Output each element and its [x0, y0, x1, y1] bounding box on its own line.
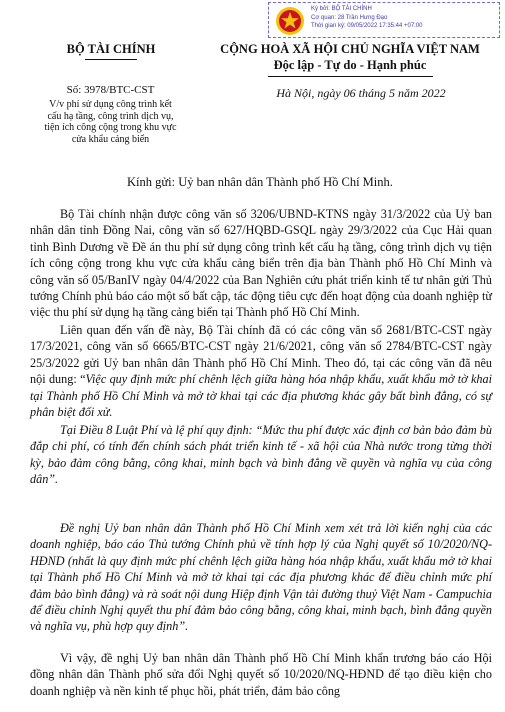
- body-paragraph-4: Đề nghị Uỷ ban nhân dân Thành phố Hồ Chí Minh xem xét trả lời kiến nghị của các doanh nghiệp, báo cáo Thủ tướng Chính phủ về tính hợp lý của Nghị quyết số 10/2020/NQ-HĐND (nhất là quy định mức phí chênh lệch giữa hàng hóa nhập khẩu, xuất khẩu mở tờ khai tại Thành phố Hồ Chí Minh và mở tờ khai tại các địa phương khác để điều chỉnh mức phí đảm bảo bình đẳng) và rà soát nội dung Hiệp định Vận tải đường thuỷ Việt Nam - Campuchia để điều chỉnh Nghị quyết thu phí đảm bảo công bằng, công khai, minh bạch, bình đẳng quyền và nghĩa vụ, phù hợp quy định”.: [30, 521, 492, 634]
- place-and-date: Hà Nội, ngày 06 tháng 5 năm 2022: [276, 86, 446, 100]
- signature-agency: Cơ quan: 28 Trần Hưng Đạo: [311, 14, 388, 21]
- document-number: Số: 3978/BTC-CST: [66, 84, 155, 96]
- subject-line: V/v phí sử dụng công trình kết: [49, 99, 172, 110]
- issuing-ministry: BỘ TÀI CHÍNH: [66, 42, 156, 56]
- national-motto: Độc lập - Tự do - Hạnh phúc: [273, 58, 427, 72]
- body-paragraph-5: Vì vậy, đề nghị Uỷ ban nhân dân Thành phố Hồ Chí Minh khẩn trương báo cáo Hội đồng nhân dân Thành phố sửa đổi Nghị quyết số 10/2020/NQ-HĐND để tạo điều kiện cho doanh nghiệp và nền kinh tế phục hồi, phát triển, đảm bảo công: [30, 651, 492, 698]
- ministry-underline: [85, 59, 137, 60]
- document-subject: [38, 99, 183, 145]
- digital-signature-stamp: [268, 2, 500, 38]
- national-title: CỘNG HOÀ XÃ HỘI CHỦ NGHĨA VIỆT NAM: [220, 42, 480, 56]
- signature-time: Thời gian ký: 09/05/2022 17:35:44 +07:00: [311, 23, 423, 29]
- signature-signer: Ký bởi: BỘ TÀI CHÍNH: [311, 6, 372, 12]
- state-emblem-icon: [275, 6, 305, 36]
- subject-line: cửa khẩu cảng biển: [71, 133, 150, 145]
- body-paragraph-1: Bộ Tài chính nhận được công văn số 3206/UBND-KTNS ngày 31/3/2022 của Uỷ ban nhân dân tỉnh Đồng Nai, công văn số 627/HQBD-GSQL ngày 29/3/2022 của Cục Hải quan tỉnh Bình Dương về Đề án thu phí sử dụng công trình kết cấu hạ tầng, công trình dịch vụ tiện ích công cộng trong khu vực cửa khẩu cảng biển trên địa bàn Thành phố Hồ Chí Minh và công văn số 05/BanIV ngày 04/4/2022 của Ban Nghiên cứu phát triển kinh tế tư nhân gửi Thủ tướng Chính phủ báo cáo một số bất cập, tác động tiêu cực đến hoạt động của doanh nghiệp từ việc thu phí sử dụng hạ tầng cảng biển tại Thành phố Hồ Chí Minh.: [30, 207, 492, 320]
- subject-line: tiện ích công cộng trong khu vực: [44, 122, 177, 133]
- paragraph-2-quote: Việc quy định mức phí chênh lệch giữa hàng hóa nhập khẩu, xuất khẩu mở tờ khai tại Thành phố Hồ Chí Minh và mở tờ khai tại các địa phương khác gây bất bình đẳng, có sự phân biệt đối xử.: [30, 372, 492, 420]
- body-paragraph-3: Tại Điều 8 Luật Phí và lệ phí quy định: “Mức thu phí được xác định cơ bản bảo đảm bù đắp chi phí, có tính đến chính sách phát triển kinh tế - xã hội của Nhà nước trong từng thời kỳ, bảo đảm công bằng, công khai, minh bạch và bình đẳng về quyền và nghĩa vụ của công dân”.: [30, 423, 492, 487]
- motto-underline: [268, 76, 433, 77]
- subject-line: cấu hạ tầng, công trình dịch vụ,: [47, 110, 174, 122]
- body-paragraph-2: [30, 322, 492, 420]
- recipient-line: Kính gửi: Uỷ ban nhân dân Thành phố Hồ Chí Minh.: [127, 175, 393, 189]
- paragraph-2-text: Liên quan đến vấn đề này, Bộ Tài chính đã có các công văn số 2681/BTC-CST ngày 17/3/2021, công văn số 6665/BTC-CST ngày 21/6/2021, công văn số 2784/BTC-CST ngày 25/3/2022 gửi Uỷ ban nhân dân Thành phố Hồ Chí Minh. Theo đó, tại các công văn đã nêu nội dung: “: [30, 323, 492, 387]
